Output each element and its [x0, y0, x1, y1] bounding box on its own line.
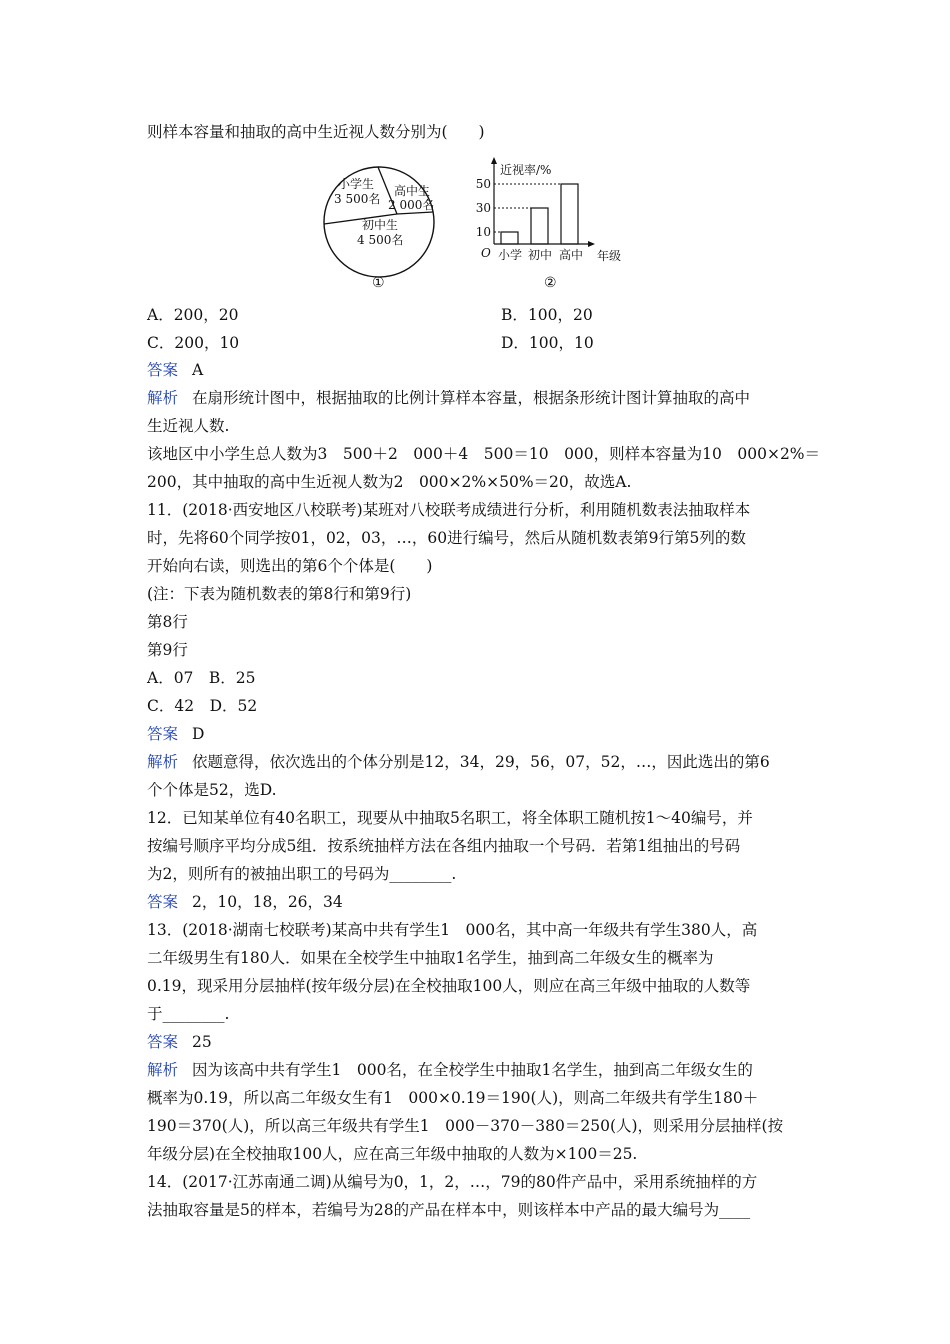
q11-line-3: 开始向右读，则选出的第6个个体是( ) — [147, 557, 433, 575]
q11-row-8: 第8行 — [147, 613, 188, 631]
q14-line-1: 14．(2017·江苏南通二调)从编号为0，1，2，…，79的80件产品中，采用系统抽样的方 — [147, 1173, 758, 1191]
pie-label-high-name: 高中生 — [394, 184, 431, 198]
pie-divider-right — [397, 212, 433, 214]
category-label-middle: 初中 — [528, 248, 553, 262]
x-axis-arrow — [588, 241, 595, 247]
q11-answer — [147, 724, 204, 744]
q11-analysis-line-1 — [147, 752, 770, 772]
q12-answer — [147, 892, 343, 912]
q13-analysis-line-2: 概率为0.19，所以高二年级女生有1 000×0.19＝190(人)，则高二年级共有学生180＋ — [147, 1089, 759, 1107]
q13-line-2: 二年级男生有180人．如果在全校学生中抽取1名学生，抽到高二年级女生的概率为 — [147, 949, 714, 967]
q13-line-4: 于________. — [147, 1005, 230, 1023]
q10-analysis-line-4: 200，其中抽取的高中生近视人数为2 000×2%×50%＝20，故选A. — [147, 473, 632, 491]
bar-high — [561, 184, 578, 244]
answer-value: A — [192, 361, 204, 379]
pie-label-middle-count: 4 500名 — [357, 233, 404, 247]
analysis-text: 依题意得，依次选出的个体分别是12，34，29，56，07，52，…，因此选出的第6 — [192, 753, 770, 771]
pie-label-primary-name: 小学生 — [338, 177, 375, 191]
q13-analysis-line-1 — [147, 1060, 753, 1080]
q13-analysis-line-4: 年级分层)在全校抽取100人，应在高三年级中抽取的人数为×100＝25. — [147, 1145, 638, 1163]
q13-analysis-line-3: 190＝370(人)，所以高三年级共有学生1 000－370－380＝250(人)，则采用分层抽样(按 — [147, 1117, 784, 1135]
pie-label-middle-name: 初中生 — [362, 218, 399, 232]
origin-label: O — [481, 246, 491, 260]
option-b: B．100，20 — [501, 306, 593, 324]
analysis-label: 解析 — [147, 753, 179, 771]
pie-caption: ① — [372, 275, 385, 291]
q12-line-1: 12．已知某单位有40名职工，现要从中抽取5名职工，将全体职工随机按1～40编号，并 — [147, 809, 753, 827]
analysis-label: 解析 — [147, 389, 179, 407]
q11-line-2: 时，先将60个同学按01，02，03，…，60进行编号，然后从随机数表第9行第5列的数 — [147, 529, 746, 547]
question-stem: 则样本容量和抽取的高中生近视人数分别为( ) — [147, 123, 485, 141]
answer-label: 答案 — [147, 1033, 179, 1051]
bars-layer — [476, 177, 578, 244]
q11-analysis-line-2: 个个体是52，选D. — [147, 781, 277, 799]
bar-chart-figure — [476, 156, 636, 292]
q11-options-cd: C．42 D．52 — [147, 697, 258, 715]
x-axis-label: 年级 — [597, 249, 622, 263]
y-axis-arrow — [491, 157, 497, 164]
q11-note: (注：下表为随机数表的第8行和第9行) — [147, 585, 412, 603]
answer-value: 2，10，18，26，34 — [192, 893, 343, 911]
q13-line-1: 13．(2018·湖南七校联考)某高中共有学生1 000名，其中高一年级共有学生380人，高 — [147, 921, 758, 939]
category-label-primary: 小学 — [498, 248, 523, 262]
answer-label: 答案 — [147, 893, 179, 911]
q11-line-1: 11．(2018·西安地区八校联考)某班对八校联考成绩进行分析，利用随机数表法抽取样本 — [147, 501, 751, 519]
q11-row-9: 第9行 — [147, 641, 188, 659]
pie-chart-figure — [318, 162, 443, 292]
q10-analysis-line-1 — [147, 388, 750, 408]
q10-answer — [147, 360, 203, 380]
bar-chart-caption: ② — [544, 275, 557, 291]
y-tick-label: 50 — [476, 177, 491, 191]
q13-line-3: 0.19，现采用分层抽样(按年级分层)在全校抽取100人，则应在高三年级中抽取的人数等 — [147, 977, 751, 995]
answer-value: 25 — [192, 1033, 212, 1051]
q13-answer — [147, 1032, 212, 1052]
bar-middle — [531, 208, 548, 244]
analysis-label: 解析 — [147, 1061, 179, 1079]
y-tick-label: 10 — [476, 225, 491, 239]
q10-analysis-line-3: 该地区中小学生总人数为3 500＋2 000＋4 500＝10 000，则样本容量为10 000×2%＝ — [147, 445, 821, 463]
q14-line-2: 法抽取容量是5的样本，若编号为28的产品在样本中，则该样本中产品的最大编号为____ — [147, 1201, 751, 1219]
analysis-text: 因为该高中共有学生1 000名，在全校学生中抽取1名学生，抽到高二年级女生的 — [192, 1061, 753, 1079]
y-axis-label: 近视率/% — [500, 163, 552, 177]
option-a: A．200，20 — [147, 306, 239, 324]
q10-analysis-line-2: 生近视人数. — [147, 417, 230, 435]
pie-label-primary-count: 3 500名 — [334, 192, 381, 206]
answer-label: 答案 — [147, 361, 179, 379]
pie-label-high-count: 2 000名 — [388, 198, 435, 212]
y-tick-label: 30 — [476, 201, 491, 215]
bar-primary — [501, 232, 518, 244]
option-c: C．200，10 — [147, 334, 240, 352]
q11-options-ab: A．07 B．25 — [147, 669, 256, 687]
option-d: D．100，10 — [501, 334, 594, 352]
answer-label: 答案 — [147, 725, 179, 743]
analysis-text: 在扇形统计图中，根据抽取的比例计算样本容量，根据条形统计图计算抽取的高中 — [192, 389, 751, 407]
category-label-high: 高中 — [559, 248, 584, 262]
q12-line-2: 按编号顺序平均分成5组．按系统抽样方法在各组内抽取一个号码．若第1组抽出的号码 — [147, 837, 741, 855]
answer-value: D — [192, 725, 205, 743]
q12-line-3: 为2，则所有的被抽出职工的号码为________. — [147, 865, 457, 883]
